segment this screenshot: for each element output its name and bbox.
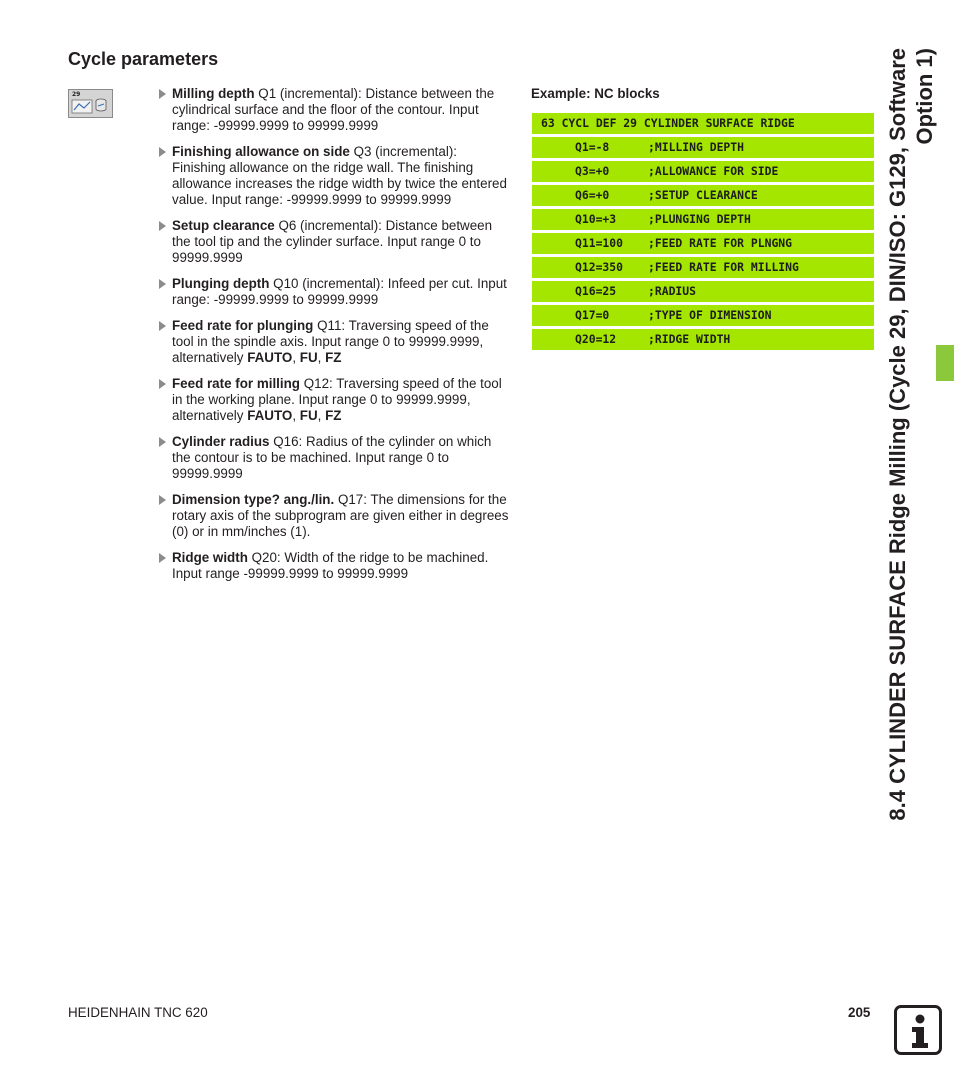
bullet-triangle-icon bbox=[159, 221, 166, 231]
bullet-triangle-icon bbox=[159, 437, 166, 447]
param-ridge-width bbox=[158, 550, 510, 582]
bullet-triangle-icon bbox=[159, 147, 166, 157]
param-text: Width of the ridge to be machined. Input range -99999.9999 to 99999.9999 bbox=[172, 550, 489, 581]
param-feed-rate-plunging bbox=[158, 318, 510, 366]
page-number: 205 bbox=[848, 1005, 871, 1020]
param-code: Q16: bbox=[273, 434, 306, 449]
side-title-line-2: Option 1) bbox=[912, 48, 937, 145]
bullet-triangle-icon bbox=[159, 379, 166, 389]
param-text: Traversing speed of the tool in the working plane. Input range 0 to 99999.9999, alternatively bbox=[172, 376, 502, 423]
chapter-side-title bbox=[884, 48, 948, 948]
bullet-triangle-icon bbox=[159, 89, 166, 99]
side-title-line-1: 8.4 CYLINDER SURFACE Ridge Milling (Cycle 29, DIN/ISO: G129, Software bbox=[885, 48, 910, 821]
param-name: Ridge width bbox=[172, 550, 248, 565]
cycle-number: 29 bbox=[72, 91, 81, 98]
param-dimension-type bbox=[158, 492, 510, 540]
param-setup-clearance bbox=[158, 218, 510, 266]
nc-comment: ;RIDGE WIDTH bbox=[648, 332, 731, 346]
nc-comment: ;SETUP CLEARANCE bbox=[648, 188, 758, 202]
param-name: Setup clearance bbox=[172, 218, 275, 233]
param-code: Q10 (incremental): bbox=[273, 276, 388, 291]
bullet-triangle-icon bbox=[159, 321, 166, 331]
info-icon bbox=[894, 1005, 942, 1055]
param-name: Dimension type? ang./lin. bbox=[172, 492, 335, 507]
param-name: Feed rate for plunging bbox=[172, 318, 314, 333]
nc-value: Q16=25 bbox=[575, 284, 617, 298]
nc-value: Q10=+3 bbox=[575, 212, 617, 226]
nc-block-listing bbox=[532, 113, 874, 353]
nc-line bbox=[532, 233, 874, 254]
param-text: Distance between the tool tip and the cylinder surface. Input range 0 to 99999.9999 bbox=[172, 218, 493, 265]
option-fauto: FAUTO bbox=[247, 408, 293, 423]
nc-line bbox=[532, 281, 874, 302]
cycle-graphic-icon bbox=[69, 90, 112, 117]
nc-comment: ;TYPE OF DIMENSION bbox=[648, 308, 772, 322]
nc-value: Q11=100 bbox=[575, 236, 624, 250]
param-name: Finishing allowance on side bbox=[172, 144, 350, 159]
option-fz: FZ bbox=[325, 408, 342, 423]
param-text: The dimensions for the rotary axis of the subprogram are given either in degrees (0) or in mm/inches (1). bbox=[172, 492, 509, 539]
option-fauto: FAUTO bbox=[247, 350, 293, 365]
param-text: Distance between the cylindrical surface and the floor of the contour. Input range: -99999.9999 to 99999.9999 bbox=[172, 86, 495, 133]
param-name: Plunging depth bbox=[172, 276, 270, 291]
parameter-list bbox=[158, 86, 510, 592]
param-feed-rate-milling bbox=[158, 376, 510, 424]
param-code: Q11: bbox=[317, 318, 349, 333]
nc-comment: ;PLUNGING DEPTH bbox=[648, 212, 751, 226]
nc-comment: ;FEED RATE FOR PLNGNG bbox=[648, 236, 793, 250]
nc-value: Q20=12 bbox=[575, 332, 617, 346]
param-text: Traversing speed of the tool in the spindle axis. Input range 0 to 99999.9999, alternatively bbox=[172, 318, 489, 365]
nc-line bbox=[532, 257, 874, 278]
nc-comment: ;MILLING DEPTH bbox=[648, 140, 745, 154]
param-plunging-depth bbox=[158, 276, 510, 308]
separator: , bbox=[317, 350, 326, 365]
param-name: Feed rate for milling bbox=[172, 376, 300, 391]
option-fu: FU bbox=[299, 350, 318, 365]
nc-comment: ;ALLOWANCE FOR SIDE bbox=[648, 164, 779, 178]
param-name: Cylinder radius bbox=[172, 434, 270, 449]
nc-line bbox=[532, 161, 874, 182]
example-label: Example: NC blocks bbox=[531, 86, 660, 101]
separator: , bbox=[292, 408, 300, 423]
param-code: Q3 (incremental): bbox=[353, 144, 457, 159]
nc-value: Q12=350 bbox=[575, 260, 624, 274]
nc-line-text: 63 CYCL DEF 29 CYLINDER SURFACE RIDGE bbox=[541, 116, 795, 130]
nc-header-line bbox=[532, 113, 874, 134]
param-code: Q20: bbox=[251, 550, 285, 565]
separator: , bbox=[292, 350, 300, 365]
cylinder-surface-ridge-cycle-icon bbox=[68, 89, 113, 118]
nc-comment: ;RADIUS bbox=[648, 284, 697, 298]
nc-value: Q17=0 bbox=[575, 308, 610, 322]
option-fz: FZ bbox=[325, 350, 342, 365]
nc-value: Q6=+0 bbox=[575, 188, 610, 202]
param-code: Q1 (incremental): bbox=[258, 86, 366, 101]
bullet-triangle-icon bbox=[159, 279, 166, 289]
nc-value: Q1=-8 bbox=[575, 140, 610, 154]
param-finishing-allowance bbox=[158, 144, 510, 208]
nc-comment: ;FEED RATE FOR MILLING bbox=[648, 260, 799, 274]
param-code: Q6 (incremental): bbox=[278, 218, 386, 233]
param-milling-depth bbox=[158, 86, 510, 134]
bullet-triangle-icon bbox=[159, 553, 166, 563]
nc-line bbox=[532, 305, 874, 326]
param-name: Milling depth bbox=[172, 86, 255, 101]
nc-value: Q3=+0 bbox=[575, 164, 610, 178]
nc-line bbox=[532, 329, 874, 350]
nc-line bbox=[532, 209, 874, 230]
footer-product: HEIDENHAIN TNC 620 bbox=[68, 1005, 208, 1020]
param-text: Finishing allowance on the ridge wall. The finishing allowance increases the ridge width by twice the entered value. Input range: -99999.9999 to 99999.9999 bbox=[172, 160, 507, 207]
param-code: Q17: bbox=[337, 492, 371, 507]
param-text: Radius of the cylinder on which the contour is to be machined. Input range 0 to 99999.9999 bbox=[172, 434, 492, 481]
param-cylinder-radius bbox=[158, 434, 510, 482]
separator: , bbox=[317, 408, 326, 423]
nc-line bbox=[532, 137, 874, 158]
param-text: Infeed per cut. Input range: -99999.9999 to 99999.9999 bbox=[172, 276, 507, 307]
param-code: Q12: bbox=[303, 376, 337, 391]
bullet-triangle-icon bbox=[159, 495, 166, 505]
nc-line bbox=[532, 185, 874, 206]
option-fu: FU bbox=[299, 408, 318, 423]
section-heading: Cycle parameters bbox=[68, 49, 219, 69]
